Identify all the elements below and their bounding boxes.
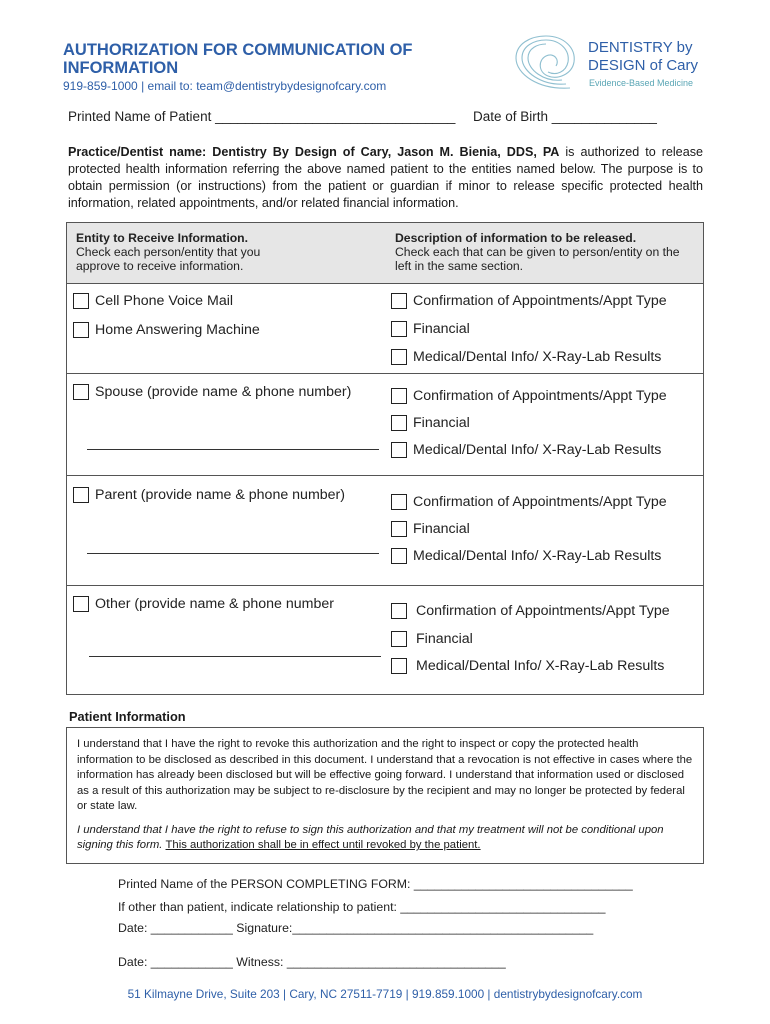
info-medical-2[interactable] — [391, 442, 661, 458]
revocation-text: I understand that I have the right to revoke this authorization and the right to inspect or copy the protected health information to be disclosed as described in this document. I understand that a revocation is not effective in cases where the information has already been disclosed but will be effective going forward. I understand that information used or disclosed as a result of this authorization may be subject to re-disclosure by the recipient and may no longer be protected by federal or state law. — [77, 738, 693, 812]
checkbox-medical-3[interactable] — [391, 548, 407, 564]
left-header — [76, 231, 376, 273]
right-header-sub: Check each that can be given to person/entity on the left in the same section. — [395, 245, 680, 273]
checkbox-appointments-3[interactable] — [391, 494, 407, 510]
checkbox-medical-2[interactable] — [391, 442, 407, 458]
info-medical-4[interactable] — [391, 658, 664, 674]
logo-line-1: DENTISTRY by — [588, 39, 693, 56]
printed-name-label: Printed Name of Patient — [68, 109, 216, 124]
dob-field[interactable]: ______________ — [551, 109, 657, 124]
other-name-field[interactable] — [89, 656, 381, 657]
info-medical-1[interactable] — [391, 349, 661, 365]
checkbox-other[interactable] — [73, 596, 89, 612]
checkbox-appointments-4[interactable] — [391, 603, 407, 619]
right-header-title: Description of information to be released. — [395, 231, 637, 245]
info-medical-3[interactable] — [391, 548, 661, 564]
section-divider — [67, 585, 703, 586]
section-divider — [67, 373, 703, 374]
relationship-field[interactable]: If other than patient, indicate relationship to patient: ______________________________ — [118, 900, 606, 914]
info-financial-1[interactable] — [391, 321, 470, 337]
info-label: Financial — [413, 415, 470, 431]
practice-logo — [508, 30, 718, 92]
checkbox-appointments-1[interactable] — [391, 293, 407, 309]
dob-label: Date of Birth — [473, 109, 552, 124]
entity-label: Home Answering Machine — [95, 322, 260, 338]
entity-spouse[interactable] — [73, 384, 351, 400]
checkbox-spouse[interactable] — [73, 384, 89, 400]
checkbox-financial-1[interactable] — [391, 321, 407, 337]
info-label: Confirmation of Appointments/Appt Type — [413, 494, 667, 510]
entity-label: Other (provide name & phone number — [95, 596, 334, 612]
info-label: Confirmation of Appointments/Appt Type — [416, 603, 670, 619]
checkbox-financial-3[interactable] — [391, 521, 407, 537]
left-header-sub: Check each person/entity that you approve to receive information. — [76, 245, 261, 273]
entity-label: Spouse (provide name & phone number) — [95, 384, 352, 400]
printed-name-field[interactable]: ________________________________ — [215, 109, 456, 124]
checkbox-medical-1[interactable] — [391, 349, 407, 365]
info-label: Medical/Dental Info/ X-Ray-Lab Results — [416, 658, 665, 674]
form-title: AUTHORIZATION FOR COMMUNICATION OF INFORMATION — [63, 41, 413, 77]
checkbox-appointments-2[interactable] — [391, 388, 407, 404]
info-label: Financial — [413, 521, 470, 537]
person-completing-field[interactable]: Printed Name of the PERSON COMPLETING FORM: ________________________________ — [118, 877, 633, 891]
footer-address: 51 Kilmayne Drive, Suite 203 | Cary, NC 27511-7719 | 919.859.1000 | dentistrybydesignofcary.com — [127, 987, 643, 1001]
entity-other[interactable] — [73, 596, 334, 612]
authorization-paragraph — [68, 144, 703, 212]
date-witness-field[interactable]: Date: ____________ Witness: ________________________________ — [118, 955, 506, 969]
patient-name-row — [68, 109, 455, 124]
logo-line-2: DESIGN of Cary — [588, 57, 699, 74]
table-header — [67, 223, 703, 284]
refusal-italic: I understand that I have the right to refuse to sign this authorization and that my treatment will not be conditional upon signing this form. — [77, 823, 664, 851]
info-financial-3[interactable] — [391, 521, 470, 537]
checkbox-parent[interactable] — [73, 487, 89, 503]
practice-name: Practice/Dentist name: Dentistry By Design of Cary, Jason M. Bienia, DDS, PA — [68, 145, 560, 159]
right-header — [395, 231, 695, 273]
checkbox-cell-phone[interactable] — [73, 293, 89, 309]
info-label: Confirmation of Appointments/Appt Type — [413, 388, 667, 404]
info-label: Medical/Dental Info/ X-Ray-Lab Results — [413, 548, 662, 564]
effective-until-revoked: This authorization shall be in effect until revoked by the patient. — [165, 839, 481, 851]
info-appointments-2[interactable] — [391, 388, 667, 404]
section-divider — [67, 475, 703, 476]
entity-home-machine[interactable] — [73, 322, 260, 338]
checkbox-medical-4[interactable] — [391, 658, 407, 674]
logo-tagline: Evidence-Based Medicine — [589, 78, 694, 88]
entity-label: Cell Phone Voice Mail — [95, 293, 234, 309]
date-signature-field[interactable]: Date: ____________ Signature:____________________________________________ — [118, 921, 594, 935]
authorization-table — [66, 222, 704, 695]
checkbox-financial-4[interactable] — [391, 631, 407, 647]
checkbox-financial-2[interactable] — [391, 415, 407, 431]
entity-parent[interactable] — [73, 487, 345, 503]
dob-row — [473, 109, 657, 124]
info-label: Medical/Dental Info/ X-Ray-Lab Results — [413, 442, 662, 458]
patient-info-label: Patient Information — [69, 709, 186, 724]
info-label: Financial — [413, 321, 470, 337]
entity-label: Parent (provide name & phone number) — [95, 487, 345, 503]
authorization-text: is authorized to release protected health information referring the above named patient to the entities named below. The purpose is to obtain permission (or instructions) from the patient or guardian if minor to release specific protected health information, related appointments, and/or related financial information. — [68, 145, 703, 210]
left-header-title: Entity to Receive Information. — [76, 231, 249, 245]
info-financial-4[interactable] — [391, 631, 473, 647]
checkbox-home-machine[interactable] — [73, 322, 89, 338]
info-financial-2[interactable] — [391, 415, 470, 431]
refusal-text — [77, 823, 693, 854]
info-label: Confirmation of Appointments/Appt Type — [413, 293, 667, 309]
info-appointments-3[interactable] — [391, 494, 667, 510]
info-label: Medical/Dental Info/ X-Ray-Lab Results — [413, 349, 662, 365]
contact-line: 919-859-1000 | email to: team@dentistrybydesignofcary.com — [63, 79, 387, 93]
entity-cell-phone[interactable] — [73, 293, 233, 309]
info-label: Financial — [416, 631, 473, 647]
spiral-logo-icon — [508, 30, 586, 92]
parent-name-field[interactable] — [87, 553, 379, 554]
info-appointments-1[interactable] — [391, 293, 667, 309]
patient-info-box — [66, 727, 704, 864]
spouse-name-field[interactable] — [87, 449, 379, 450]
info-appointments-4[interactable] — [391, 603, 670, 619]
